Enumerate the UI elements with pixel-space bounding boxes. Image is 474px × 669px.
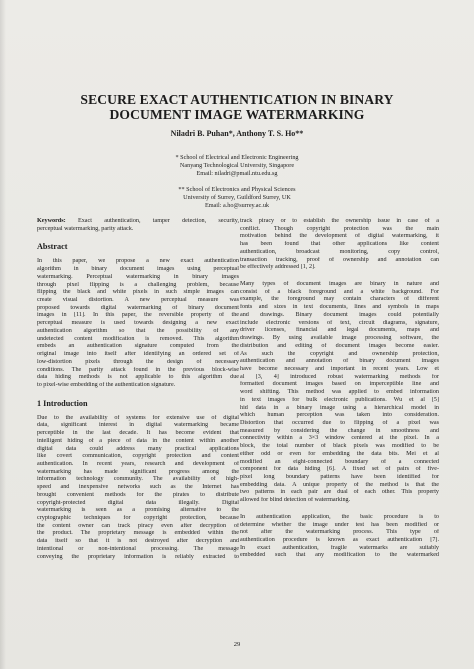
affiliation-1 <box>60 154 414 177</box>
left-column <box>37 218 239 561</box>
text-line: authentication. In recent years, research and development of <box>37 460 239 467</box>
page-number: 29 <box>233 641 241 648</box>
text-line: proposed towards digital watermarking of binary document <box>37 304 239 311</box>
text-line: data itself so that it is not destroyed after decryption and <box>37 538 239 545</box>
text-line: create visual distortion. A new perceptual measure was <box>37 297 239 304</box>
text-line: embedding data. A unique property of the method is that the <box>240 481 439 488</box>
text-line: copyright-protected digital data illegally. Digital <box>37 499 239 506</box>
text-line: measured by considering the change in smoothness and <box>240 427 439 434</box>
text-line: include electronic versions of text, circuit diagrams, signature, <box>240 319 439 326</box>
text-line: block, the total number of black pixels was modified to be <box>240 443 439 450</box>
text-line: component for data hiding [6]. A fixed set of pairs of five- <box>240 466 439 473</box>
introduction-body <box>37 415 239 562</box>
text-line: fonts and sizes in text documents, lines and symbols in maps <box>240 304 439 311</box>
title-line: SECURE EXACT AUTHENTICATION IN BINARY <box>80 92 394 107</box>
text-line: connectivity within a 3×3 window centered at the pixel. In a <box>240 435 439 442</box>
affiliation-line: Email: niladri@pmail.ntu.edu.sg <box>196 169 278 177</box>
keywords-text: Exact authentication, tamper detection, security, <box>77 218 239 224</box>
text-line: embeds an authentication signature computed from the <box>37 343 239 350</box>
text-line: information technology community. The availability of high- <box>37 476 239 483</box>
text-line: either odd or even for embedding the data bits. Mei et al <box>240 450 439 457</box>
affiliation-line: Nanyang Technological University, Singapore <box>179 161 295 169</box>
keywords-label: Keywords: <box>37 218 66 224</box>
text-line: speed and inexpensive networks such as the Internet has <box>37 484 239 491</box>
intro-paragraph-authentication <box>240 514 439 560</box>
abstract-heading: Abstract <box>37 242 68 252</box>
text-line: pixel long boundary patterns have been identified for <box>240 474 439 480</box>
text-line: authentication, broadcast monitoring, copy control, <box>240 248 439 255</box>
paper-title <box>40 92 434 122</box>
text-line: data hiding methods is not applicable to this algorithm due <box>37 374 239 381</box>
text-line: two patterns in each pair are dual of each other. This property <box>240 489 439 496</box>
text-line: perceptible in the last decade. It has become evident that <box>37 430 239 437</box>
text-line: in text images for bulk electronic publications. Wu et al [5] <box>240 396 439 403</box>
text-line: data, significant interest in digital watermarking became <box>37 422 239 429</box>
text-line: track piracy or to establish the ownership issue in case of a <box>240 218 439 224</box>
text-line: In exact authentication, fragile watermarks are suitably <box>240 544 439 551</box>
text-line: conditions. The parity attack found in the previous block-wise <box>37 366 239 373</box>
text-line: and drawings. Binary document images could potentially <box>240 311 439 318</box>
text-line: drawings. By using available image processing software, the <box>240 335 439 342</box>
text-line: has been found that other applications like content <box>240 241 439 248</box>
text-line: conveying the proprietary information is reliably extracted to <box>37 553 239 560</box>
text-line: have become necessary and important in recent years. Low et <box>240 365 439 372</box>
affiliation-2 <box>60 186 414 209</box>
text-line: like covert communication, copyright protection and content <box>37 453 239 460</box>
text-line: word shifting. This method was applied to embed information <box>240 389 439 396</box>
intro-paragraph-document-images <box>240 281 439 505</box>
text-line: the content owner can track piracy even after decryption of <box>37 522 239 529</box>
text-line: In authentication application, the basic procedure is to <box>240 513 439 520</box>
text-line: In this paper, we propose a new exact authentication <box>37 258 239 265</box>
text-line: allowed for blind detection of watermarking. <box>240 497 351 504</box>
text-line: be effectively addressed [1, 2]. <box>240 264 316 271</box>
text-line: modified an eight-connected boundary of a connected <box>240 458 439 465</box>
introduction-heading: 1 Introduction <box>37 398 88 408</box>
text-line: hid data in a binary image using a hierarchical model in <box>240 404 439 411</box>
text-line: perceptual measure is used towards designing a new exact <box>37 320 239 327</box>
text-line: the product. The proprietary message is embedded within the <box>37 530 239 537</box>
text-line: intelligent hiding of a piece of data in the content within another <box>37 437 239 444</box>
intro-paragraph-continued <box>240 218 439 272</box>
text-line: As such the copyright and ownership protection, <box>240 350 439 357</box>
text-line: transaction tracking, proof of ownership and annotation can <box>240 256 439 263</box>
text-line: determine whether the image under test has been modified or <box>240 521 439 528</box>
text-line: Due to the availability of systems for extensive use of digital <box>37 414 239 421</box>
scan-edge-shadow <box>0 0 6 669</box>
text-line: original image into itself after identifying an ordered set of <box>37 351 239 358</box>
text-line: images in [11]. In this paper, the reversible property of the <box>37 312 239 319</box>
text-line: embedded such that any modification to the watermarked <box>240 552 439 559</box>
text-line: which human perception was taken into consideration. <box>240 412 439 419</box>
text-line: Distortion that occurred due to flipping of a pixel was <box>240 419 439 426</box>
text-line: intentional or non-intentional processing. The message <box>37 545 239 552</box>
right-column <box>240 218 439 560</box>
text-line: undetected content modification is removed. This algorithm <box>37 335 239 342</box>
text-line: through pixel flipping is a challenging problem, because <box>37 281 239 288</box>
text-line: conflict. Though copyright protection was the main <box>240 225 439 232</box>
text-line: driver licenses, financial and legal documents, maps and <box>240 327 439 334</box>
text-line: motivation behind the development of digital watermarking, it <box>240 233 439 240</box>
affiliation-line: * School of Electrical and Electronic Engineering <box>175 154 299 161</box>
text-line: watermarking is seen as a promising alternative to the <box>37 507 239 514</box>
text-line: to pixel-wise embedding of the authentication signature. <box>37 381 176 388</box>
text-line: authentication procedure is known as exact authentication [7]. <box>240 537 439 544</box>
text-line: watermarking has made significant progress among the <box>37 468 239 475</box>
abstract-body <box>37 258 239 389</box>
text-line: authentication algorithm so that the possibility of any <box>37 327 239 334</box>
affiliation-line: ** School of Electronics and Physical Sciences <box>178 186 296 193</box>
text-line: consist of a black foreground and a white background. For <box>240 288 439 295</box>
keywords-block <box>37 218 239 233</box>
text-line: low-distortion pixels through the design of necessary <box>37 358 239 365</box>
text-line: flipping the black and white pixels in such simple images can <box>37 289 239 296</box>
text-line: watermarking. Perceptual watermarking in binary images <box>37 273 239 280</box>
keywords-line: perceptual watermarking, parity attack. <box>37 225 134 232</box>
text-line: authentication and annotation of binary document images <box>240 358 439 365</box>
text-line: digital data could address many practical applications <box>37 445 239 452</box>
text-line: algorithm in binary document images using perceptual <box>37 266 239 273</box>
text-line: brought convenient methods for the pirates to distribute <box>37 491 239 498</box>
text-line: example, the foreground may contain characters of different <box>240 296 439 303</box>
text-line: Many types of document images are binary in nature and <box>240 281 439 288</box>
title-line: DOCUMENT IMAGE WATERMARKING <box>109 107 365 122</box>
text-line: al [3, 4] introduced robust watermarking methods for <box>240 373 439 380</box>
text-line: cryptographic techniques for copyright protection, because <box>37 515 239 521</box>
affiliation-line: University of Surrey, Guildford Surrey, UK <box>183 193 291 201</box>
text-line: formatted document images based on imperceptible line and <box>240 381 439 388</box>
keywords-line <box>37 218 239 226</box>
text-line: not after the watermarking process. This type of <box>240 529 439 536</box>
affiliation-line: Email: a.ho@surrey.ac.uk <box>204 201 270 209</box>
authors: Niladri B. Puhan*, Anthony T. S. Ho** <box>170 129 304 138</box>
text-line: distribution and editing of document images become easier. <box>240 342 439 349</box>
